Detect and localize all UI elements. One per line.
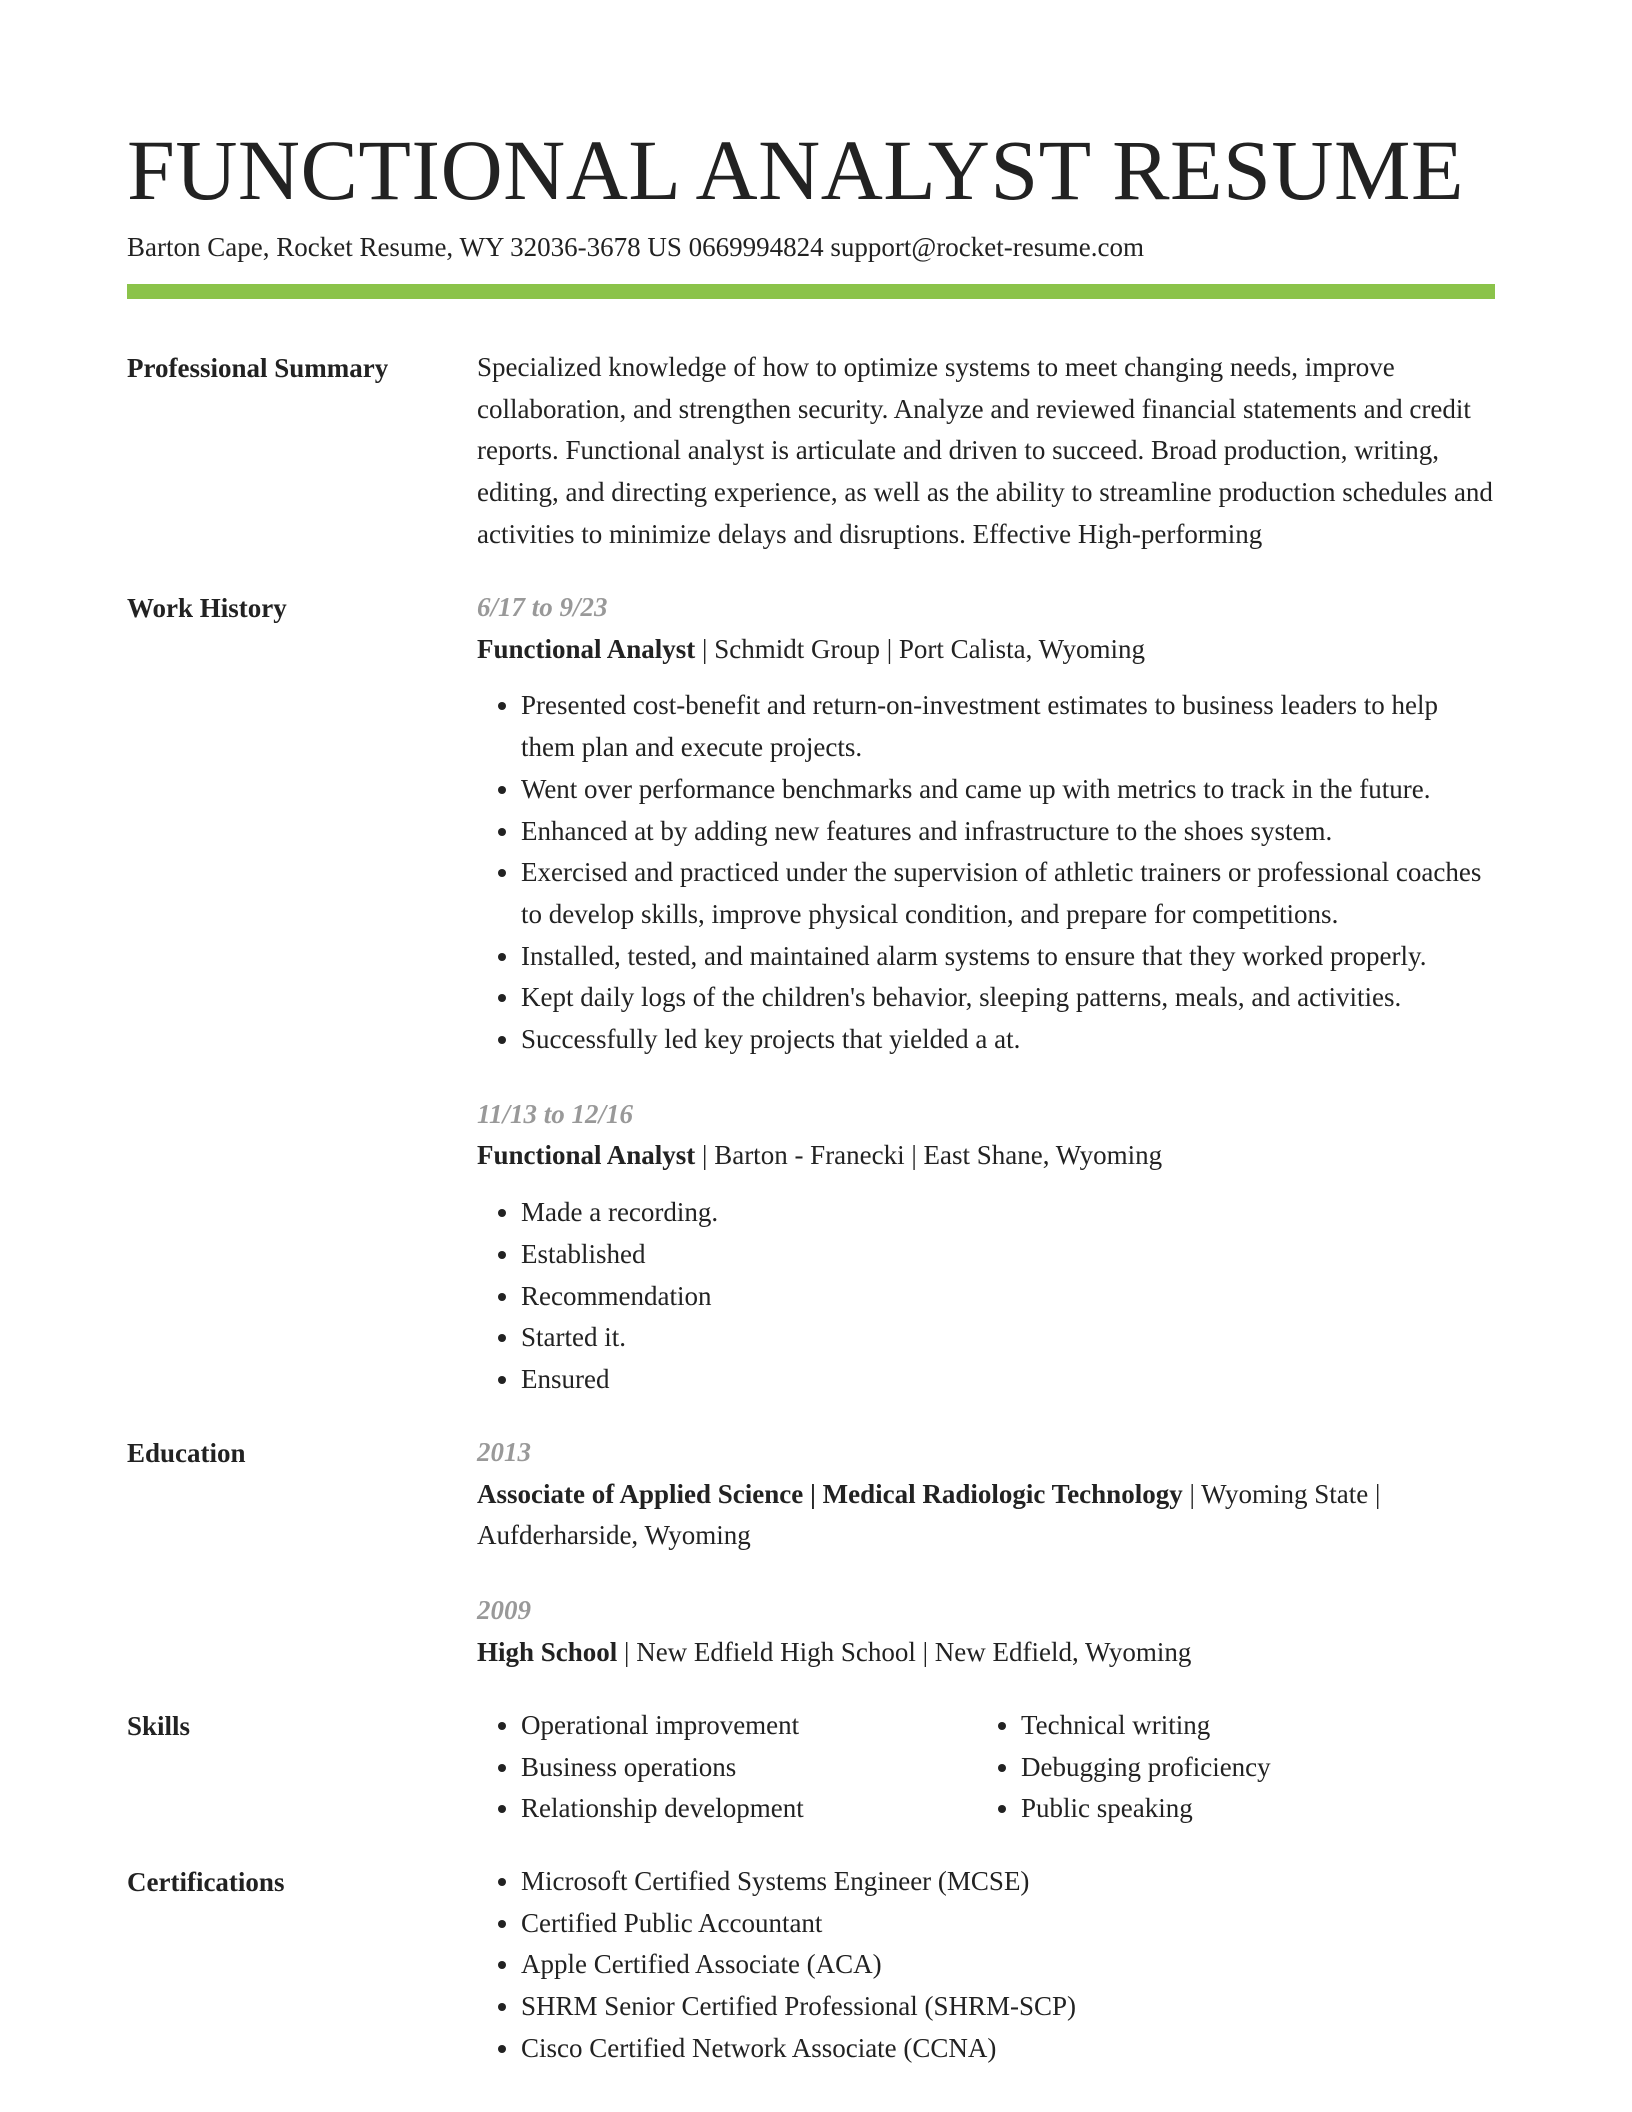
job-dates: 11/13 to 12/16 [477,1098,634,1129]
job-bullet: • Started it. [521,1317,1495,1359]
education-year: 2013 [477,1437,531,1467]
job-entry [477,1094,1495,1401]
job-bullets [477,1192,1495,1401]
job-role: Functional Analyst [477,633,696,664]
education-entry [477,1432,1495,1557]
job-bullet: • Went over performance benchmarks and came up with metrics to track in the future. [521,769,1495,811]
job-details: | Barton - Franecki | East Shane, Wyoming [695,1140,1163,1171]
certification-item: • Certified Public Accountant [521,1903,1495,1945]
skills-body [477,1705,1495,1830]
skill-item: • Technical writing [1021,1705,1477,1747]
job-heading [477,629,1495,671]
education-heading [477,1632,1495,1674]
education-heading [477,1474,1495,1557]
skill-item: • Business operations [521,1747,977,1789]
skills-column-left [477,1705,977,1830]
job-bullet: • Enhanced at by adding new features and infrastructure to the shoes system. [521,811,1495,853]
job-heading [477,1135,1495,1177]
skill-item: • Public speaking [1021,1788,1477,1830]
education-details: | Wyoming State | Aufderharside, Wyoming [477,1478,1381,1551]
job-role: Functional Analyst [477,1140,696,1171]
contact-line: Barton Cape, Rocket Resume, WY 32036-3678 US 0669994824 support@rocket-resume.com [127,232,1144,262]
summary-body [477,347,1495,556]
resume-title: FUNCTIONAL ANALYST RESUME [127,122,1464,218]
section-title-certifications: Certifications [127,1867,285,1897]
job-details: | Schmidt Group | Port Calista, Wyoming [695,633,1145,664]
job-bullet: • Exercised and practiced under the supervision of athletic trainers or professional coaches to develop skills, improve physical condition, and prepare for competitions. [521,852,1495,935]
job-bullet: • Installed, tested, and maintained alarm systems to ensure that they worked properly. [521,936,1495,978]
header-divider [127,284,1495,299]
skills-column-right [977,1705,1477,1830]
job-bullet: • Presented cost-benefit and return-on-investment estimates to business leaders to help them plan and execute projects. [521,685,1495,768]
skill-item: • Operational improvement [521,1705,977,1747]
job-bullet: • Made a recording. [521,1192,1495,1234]
certification-item: • Microsoft Certified Systems Engineer (MCSE) [521,1861,1495,1903]
education-degree: Associate of Applied Science | Medical Radiologic Technology [477,1478,1183,1509]
job-bullet: • Recommendation [521,1276,1495,1318]
certifications-list [477,1861,1495,2070]
job-bullet: • Established [521,1234,1495,1276]
section-title-education: Education [127,1438,246,1468]
education-year: 2009 [477,1595,531,1626]
certification-item: • SHRM Senior Certified Professional (SHRM-SCP) [521,1986,1495,2028]
summary-text: Specialized knowledge of how to optimize systems to meet changing needs, improve collaboration, and strengthen security. Analyze and reviewed financial statements and credit reports. Functional analyst is articulate and driven to succeed. Broad production, writing, editing, and directing experience, as well as the ability to streamline production schedules and activities to minimize delays and disruptions. Effective High-performing [477,352,1493,549]
skill-item: • Relationship development [521,1788,977,1830]
work-history-body [477,587,1495,1401]
job-entry [477,587,1495,1061]
education-details: | New Edfield High School | New Edfield, Wyoming [617,1636,1192,1667]
job-bullets [477,685,1495,1060]
job-bullet: • Kept daily logs of the children's behavior, sleeping patterns, meals, and activities. [521,977,1495,1019]
certification-item: • Cisco Certified Network Associate (CCNA) [521,2028,1495,2070]
section-title-skills: Skills [127,1711,191,1741]
skills-grid [477,1705,1495,1830]
skill-item: • Debugging proficiency [1021,1747,1477,1789]
skills-list-right [977,1705,1477,1830]
job-dates: 6/17 to 9/23 [477,592,608,622]
education-degree: High School [477,1636,618,1667]
section-title-summary: Professional Summary [127,353,389,383]
certifications-body [477,1861,1495,2070]
section-title-work-history: Work History [127,593,287,623]
education-body [477,1432,1495,1674]
skills-list-left [477,1705,977,1830]
education-entry [477,1590,1495,1673]
job-bullet: • Successfully led key projects that yielded a at. [521,1019,1495,1061]
certification-item: • Apple Certified Associate (ACA) [521,1944,1495,1986]
job-bullet: • Ensured [521,1359,1495,1401]
